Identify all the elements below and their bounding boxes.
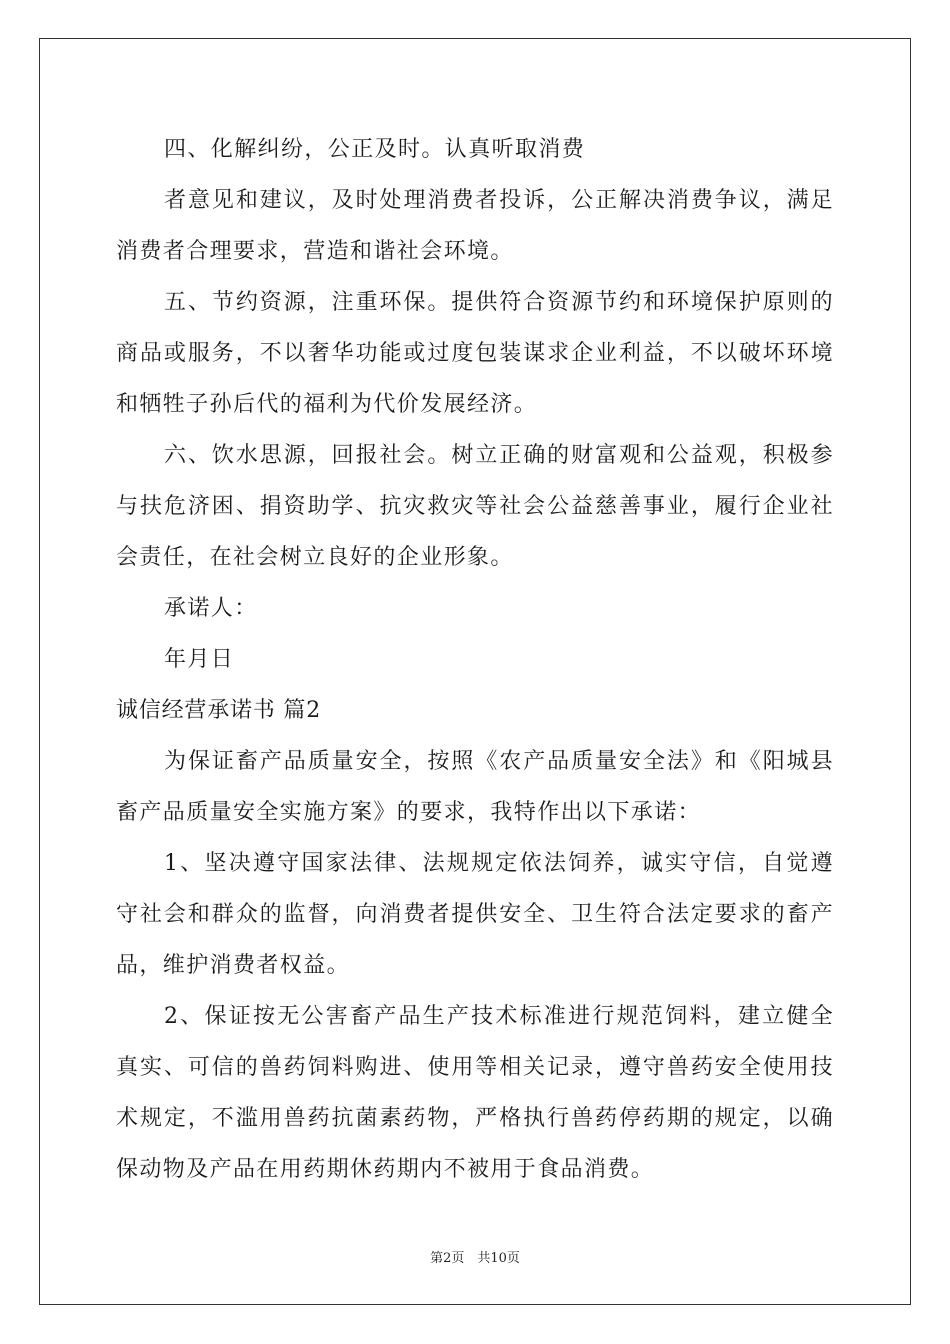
page-number-footer: 第2页 共10页 [430, 1251, 520, 1266]
paragraph-resolve-disputes-heading: 四、化解纠纷，公正及时。认真听取消费 [164, 137, 586, 162]
paragraph-save-resources: 五、节约资源，注重环保。提供符合资源节约和环境保护原则的商品或服务，不以奢华功能或过度包装谋求企业利益，不以破坏环境和牺牲子孙后代的福利为代价发展经济。 [116, 290, 834, 417]
section-title: 诚信经营承诺书 篇2 [116, 698, 321, 723]
paragraph-intro: 为保证畜产品质量安全，按照《农产品质量安全法》和《阳城县畜产品质量安全实施方案》的要求，我特作出以下承诺： [116, 749, 834, 825]
document-body [116, 124, 834, 1195]
paragraph-give-back: 六、饮水思源，回报社会。树立正确的财富观和公益观，积极参与扶危济困、捐资助学、抗灾救灾等社会公益慈善事业，履行企业社会责任，在社会树立良好的企业形象。 [116, 443, 834, 570]
paragraph-pledge-2: 2、保证按无公害畜产品生产技术标准进行规范饲料，建立健全真实、可信的兽药饲料购进、使用等相关记录，遵守兽药安全使用技术规定，不滥用兽药抗菌素药物，严格执行兽药停药期的规定，以确保动物及产品在用药期休药期内不被用于食品消费。 [116, 1004, 834, 1182]
signature-label: 承诺人： [164, 596, 258, 621]
date-label: 年月日 [164, 647, 235, 672]
paragraph-pledge-1: 1、坚决遵守国家法律、法规规定依法饲养，诚实守信，自觉遵守社会和群众的监督，向消费者提供安全、卫生符合法定要求的畜产品，维护消费者权益。 [116, 851, 834, 978]
paragraph-resolve-disputes-body: 者意见和建议，及时处理消费者投诉，公正解决消费争议，满足消费者合理要求，营造和谐社会环境。 [116, 188, 834, 264]
